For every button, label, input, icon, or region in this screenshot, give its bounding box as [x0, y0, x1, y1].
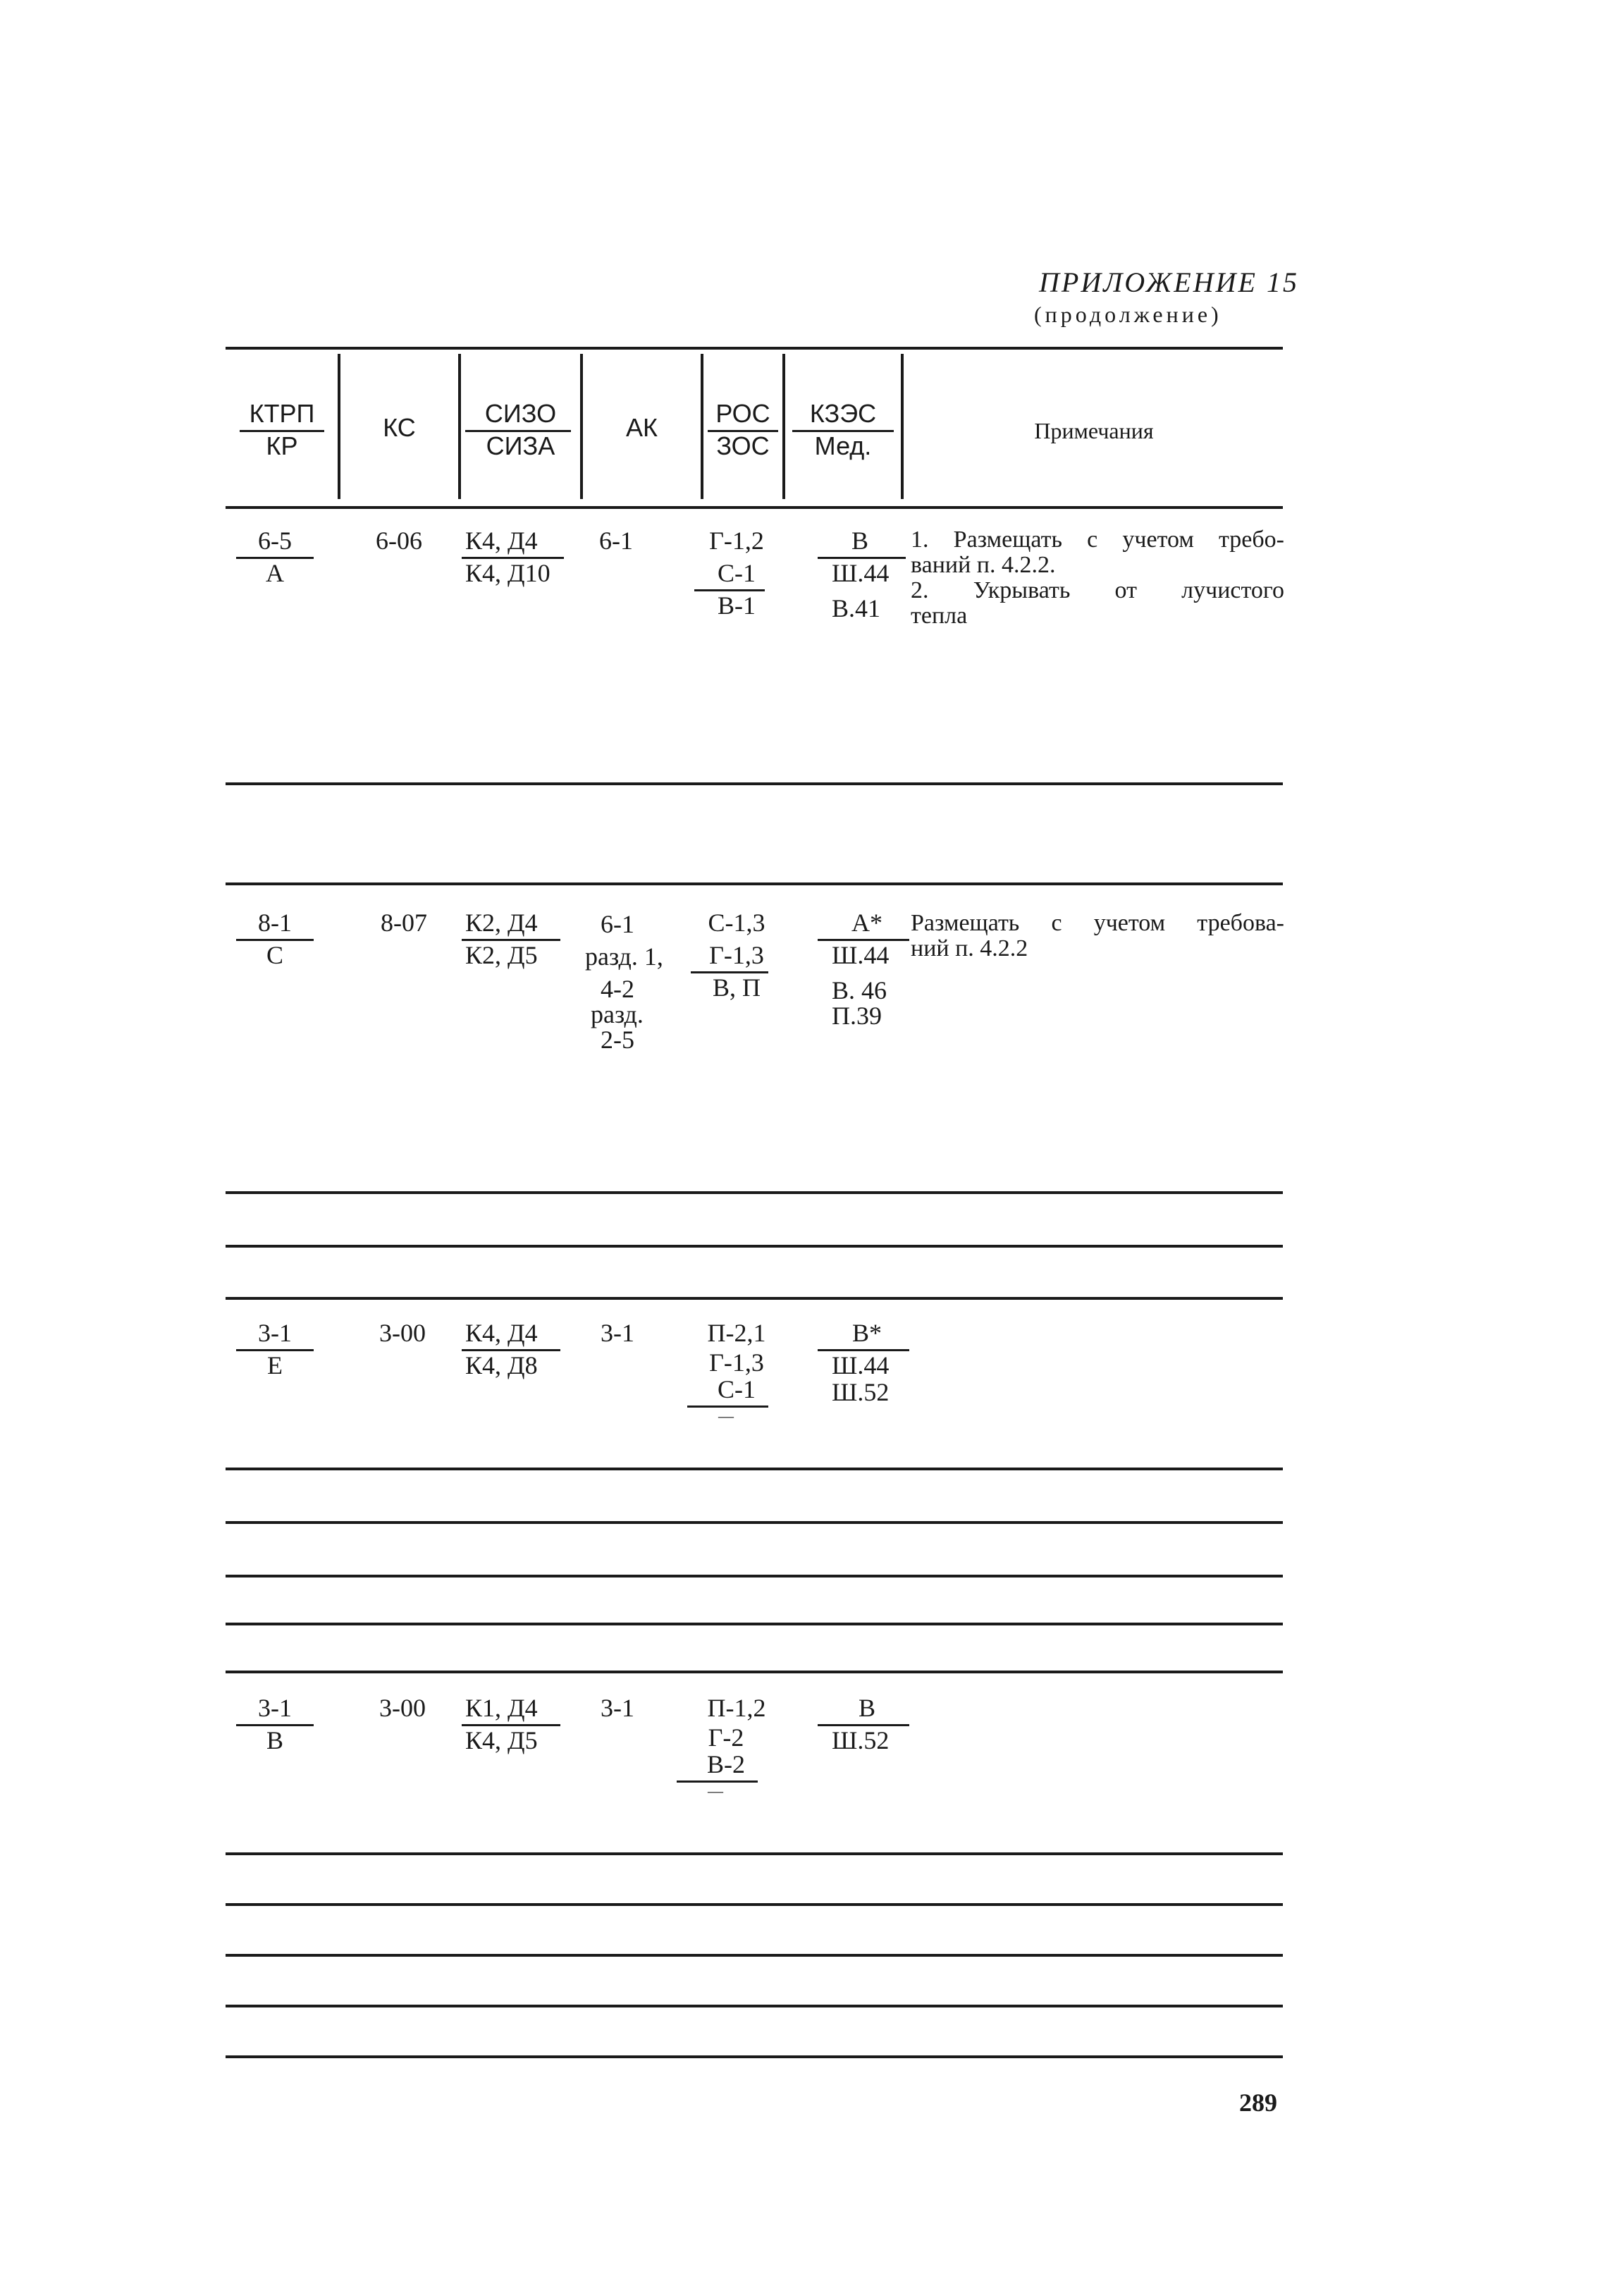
row4-ros-1: Г-2	[708, 1723, 744, 1752]
row4-ks: 3-00	[379, 1694, 426, 1722]
row1-kr: А	[266, 559, 284, 587]
row2-ak-0: 6-1	[601, 910, 634, 938]
row3-ks: 3-00	[379, 1319, 426, 1347]
row2-kzes: А*	[851, 909, 882, 937]
appendix-subtitle: (продолжение)	[1034, 302, 1222, 327]
row1-ros-0: Г-1,2	[709, 527, 764, 555]
row-rule	[226, 1297, 1283, 1300]
row4-ros-0: П-1,2	[707, 1694, 766, 1722]
row1-sizo: К4, Д4	[465, 527, 538, 555]
header-ktrp: КТРП	[249, 399, 315, 428]
table-top-rule	[226, 347, 1283, 350]
row1-kzes: В	[851, 527, 868, 555]
row-rule	[226, 1623, 1283, 1625]
row-rule	[226, 1245, 1283, 1248]
row1-note-2: 2. Укрывать от лучистого	[911, 577, 1284, 603]
row-rule	[226, 882, 1283, 885]
row-rule	[226, 1521, 1283, 1524]
header-med: Мед.	[814, 431, 872, 460]
row2-ktrp: 8-1	[258, 909, 292, 937]
row4-siza: К4, Д5	[465, 1726, 538, 1754]
row4-med-0: Ш.52	[832, 1726, 890, 1754]
row-rule	[226, 2005, 1283, 2007]
row1-note-3: тепла	[911, 603, 968, 629]
table-header-rule	[226, 506, 1283, 509]
page-number: 289	[1239, 2089, 1277, 2117]
row3-zos: —	[718, 1407, 734, 1425]
row4-sizo: К1, Д4	[465, 1694, 538, 1722]
row2-med-0: Ш.44	[832, 941, 890, 969]
row2-ros-1: Г-1,3	[709, 941, 764, 969]
header-kr: КР	[266, 431, 298, 460]
row4-ros-2: В-2	[707, 1750, 745, 1778]
row3-ros-1: Г-1,3	[709, 1348, 764, 1377]
row3-sizo: К4, Д4	[465, 1319, 538, 1347]
row2-kr: С	[266, 941, 283, 969]
row4-kzes: В	[858, 1694, 875, 1722]
row2-siza: К2, Д5	[465, 941, 538, 969]
row1-ks: 6-06	[376, 527, 422, 555]
header-ros: РОС	[715, 399, 770, 428]
row2-zos: В, П	[712, 973, 761, 1002]
row1-note-0: 1. Размещать с учетом требо-	[911, 527, 1284, 553]
header-notes: Примечания	[1034, 418, 1154, 443]
row3-med-0: Ш.44	[832, 1351, 890, 1379]
header-siza: СИЗА	[486, 431, 555, 460]
row2-ak-1: разд. 1,	[585, 942, 663, 971]
row4-kr: В	[266, 1726, 283, 1754]
row3-kr: Е	[267, 1351, 283, 1379]
row2-ak-3: разд.	[591, 1000, 644, 1028]
row2-ros-0: С-1,3	[708, 909, 765, 937]
row3-ros-0: П-2,1	[707, 1319, 766, 1347]
row1-ros-1: С-1	[718, 559, 756, 587]
header-sizo: СИЗО	[484, 399, 557, 428]
row3-ktrp: 3-1	[258, 1319, 292, 1347]
header-ks: КС	[383, 413, 416, 442]
row2-med-1: В. 46	[832, 976, 887, 1004]
appendix-title: ПРИЛОЖЕНИЕ 15	[1039, 266, 1299, 298]
row2-ak-4: 2-5	[601, 1026, 634, 1054]
row2-note-1: ний п. 4.2.2	[911, 935, 1028, 961]
row-rule	[226, 2055, 1283, 2058]
row-rule	[226, 1575, 1283, 1577]
row1-ktrp: 6-5	[258, 527, 292, 555]
row1-siza: К4, Д10	[465, 559, 550, 587]
row2-note-0: Размещать с учетом требова-	[911, 910, 1284, 936]
row4-ktrp: 3-1	[258, 1694, 292, 1722]
row1-ak-0: 6-1	[599, 527, 633, 555]
row4-ak-0: 3-1	[601, 1694, 634, 1722]
row-rule	[226, 1191, 1283, 1194]
row-rule	[226, 1954, 1283, 1957]
row3-siza: К4, Д8	[465, 1351, 538, 1379]
header-ak: АК	[626, 413, 658, 442]
row1-note-1: ваний п. 4.2.2.	[911, 552, 1056, 578]
row-rule	[226, 1671, 1283, 1673]
header-kzes: КЗЭС	[809, 399, 877, 428]
row2-med-2: П.39	[832, 1002, 882, 1030]
row3-med-1: Ш.52	[832, 1378, 890, 1406]
row4-zos: —	[708, 1782, 723, 1800]
row1-med-0: Ш.44	[832, 559, 890, 587]
row2-sizo: К2, Д4	[465, 909, 538, 937]
row2-ak-2: 4-2	[601, 975, 634, 1003]
row3-ak-0: 3-1	[601, 1319, 634, 1347]
row-rule	[226, 1852, 1283, 1855]
row1-zos: В-1	[718, 591, 756, 620]
row3-ros-2: С-1	[718, 1375, 756, 1403]
row-rule	[226, 1903, 1283, 1906]
row-rule	[226, 1468, 1283, 1470]
row2-ks: 8-07	[381, 909, 427, 937]
row1-med-1: В.41	[832, 594, 881, 622]
header-zos: ЗОС	[716, 431, 770, 460]
row-rule	[226, 782, 1283, 785]
row3-kzes: В*	[851, 1319, 882, 1347]
